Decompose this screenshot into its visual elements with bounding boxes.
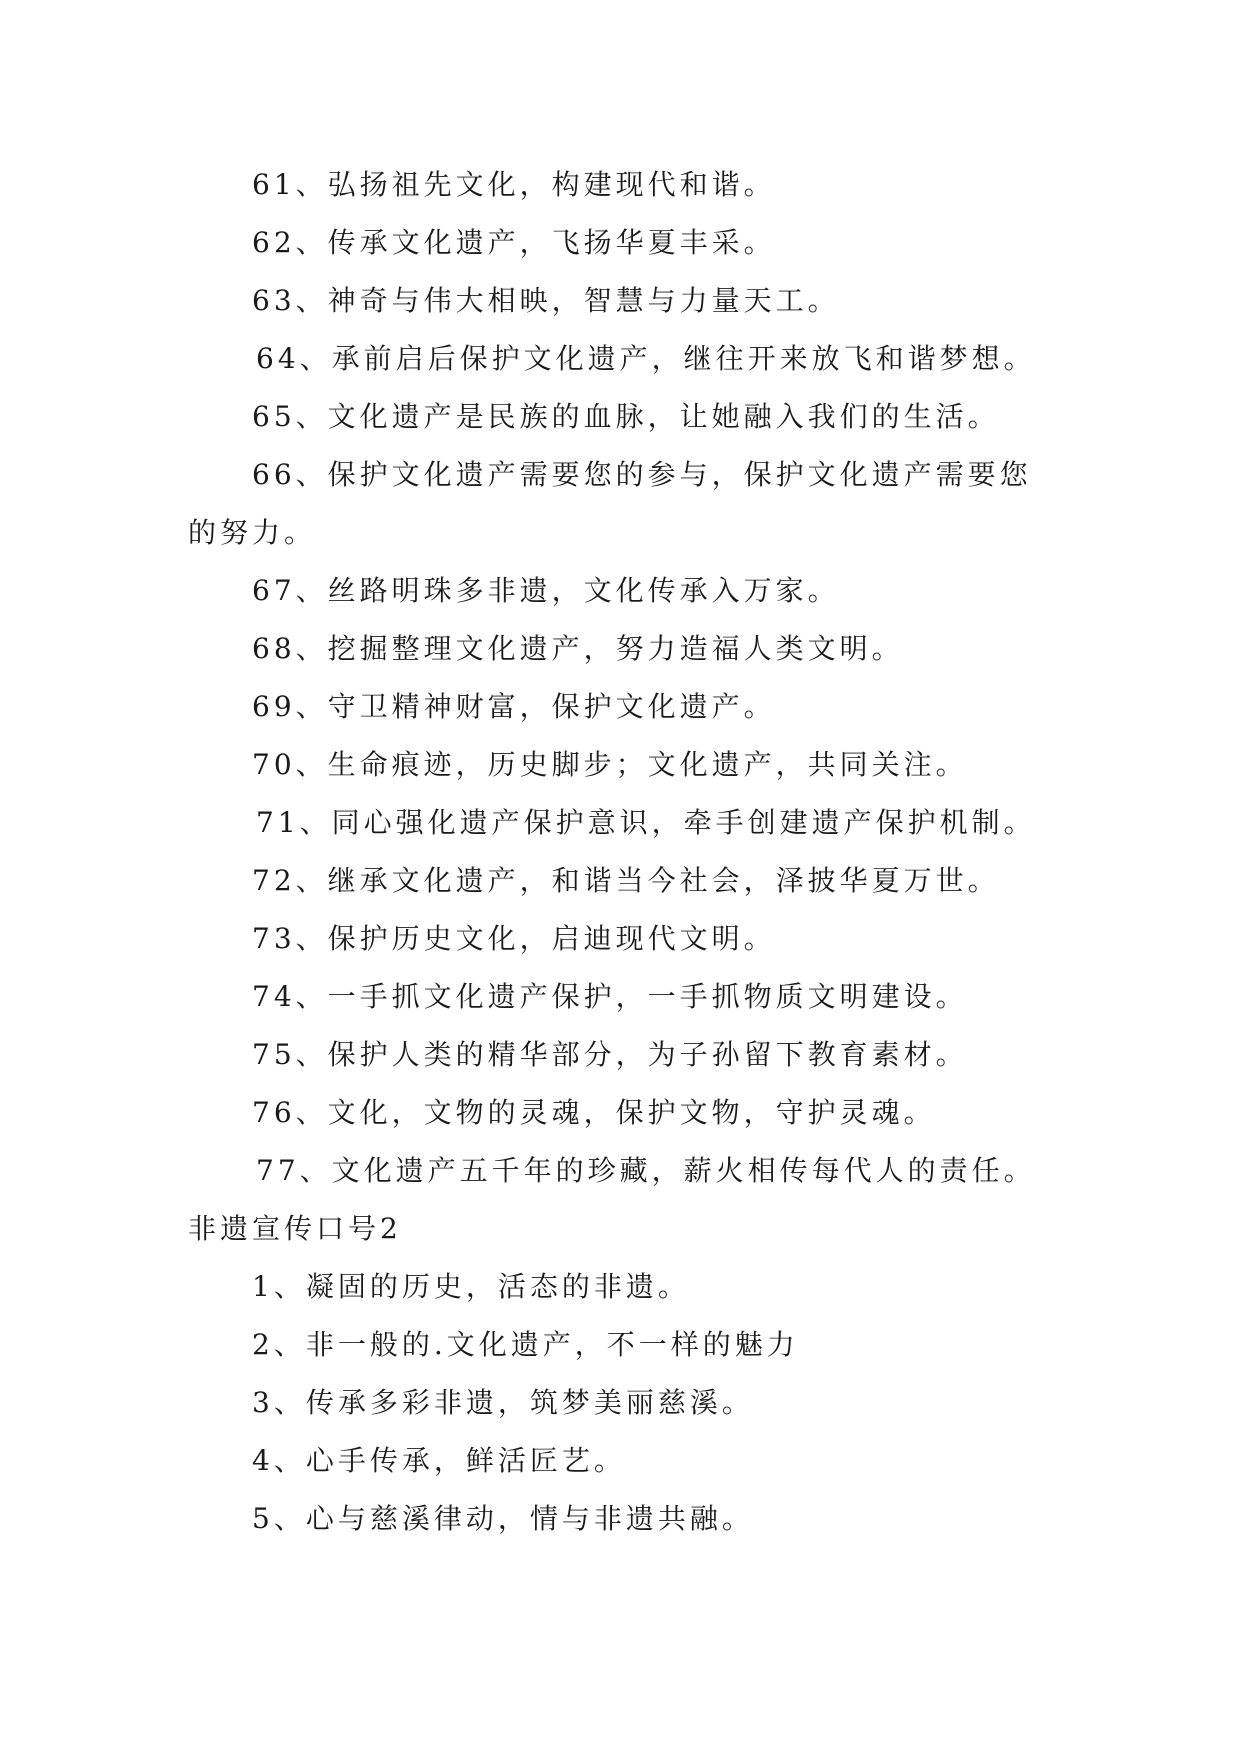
slogan-62: 62、传承文化遗产，飞扬华夏丰采。	[252, 226, 776, 259]
slogan-65: 65、文化遗产是民族的血脉，让她融入我们的生活。	[252, 400, 1000, 433]
slogan-69: 69、守卫精神财富，保护文化遗产。	[252, 690, 776, 723]
slogan-66-continued: 的努力。	[188, 516, 317, 549]
slogan-68: 68、挖掘整理文化遗产，努力造福人类文明。	[252, 632, 904, 665]
slogan-70: 70、生命痕迹，历史脚步；文化遗产，共同关注。	[252, 748, 968, 781]
slogan-2-1: 1、凝固的历史，活态的非遗。	[252, 1270, 690, 1303]
slogan-2-3: 3、传承多彩非遗，筑梦美丽慈溪。	[252, 1386, 754, 1419]
slogan-74: 74、一手抓文化遗产保护，一手抓物质文明建设。	[252, 980, 968, 1013]
slogan-76: 76、文化，文物的灵魂，保护文物，守护灵魂。	[252, 1096, 936, 1129]
slogan-63: 63、神奇与伟大相映，智慧与力量天工。	[252, 284, 840, 317]
slogan-67: 67、丝路明珠多非遗，文化传承入万家。	[252, 574, 840, 607]
slogan-75: 75、保护人类的精华部分，为子孙留下教育素材。	[252, 1038, 968, 1071]
slogan-66: 66、保护文化遗产需要您的参与，保护文化遗产需要您	[252, 458, 1032, 491]
slogan-72: 72、继承文化遗产，和谐当今社会，泽披华夏万世。	[252, 864, 1000, 897]
slogan-61: 61、弘扬祖先文化，构建现代和谐。	[252, 168, 776, 201]
slogan-64: 64、承前启后保护文化遗产，继往开来放飞和谐梦想。	[256, 342, 1036, 375]
slogan-2-5: 5、心与慈溪律动，情与非遗共融。	[252, 1502, 754, 1535]
slogan-77: 77、文化遗产五千年的珍藏，薪火相传每代人的责任。	[256, 1154, 1036, 1187]
section-heading: 非遗宣传口号2	[188, 1212, 402, 1245]
slogan-2-2: 2、非一般的.文化遗产，不一样的魅力	[252, 1328, 799, 1361]
slogan-2-4: 4、心手传承，鲜活匠艺。	[252, 1444, 626, 1477]
slogan-73: 73、保护历史文化，启迪现代文明。	[252, 922, 776, 955]
slogan-71: 71、同心强化遗产保护意识，牵手创建遗产保护机制。	[256, 806, 1036, 839]
